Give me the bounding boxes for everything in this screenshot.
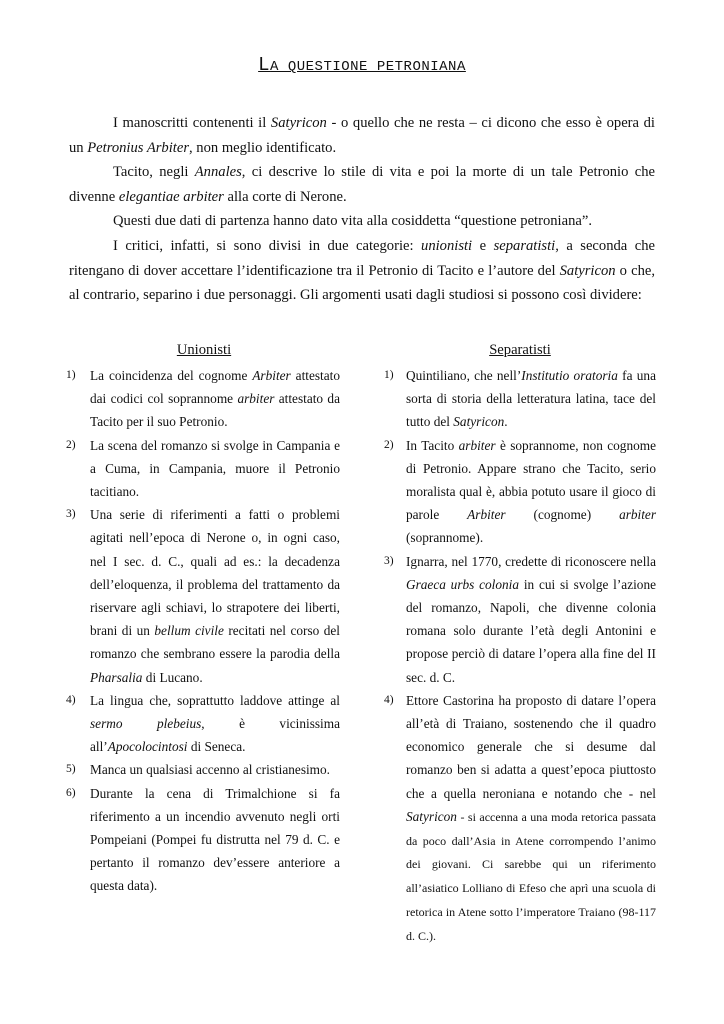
unionisti-heading: Unionisti <box>176 342 232 358</box>
title-rest: A QUESTIONE PETRONIANA <box>270 59 466 75</box>
intro-text <box>69 111 655 308</box>
list-item: 3) Ignarra, nel 1770, credette di riconoscere nella Graeca urbs colonia in cui si svolge l’azione del romanzo, Napoli, che divenne colonia romana solo durante l’età degli Antonini e propose perciò di datare l’opera alla fine del II sec. d. C. <box>384 553 656 685</box>
intro-paragraph-4: I critici, infatti, si sono divisi in due categorie: unionisti e separatisti, a seconda che ritengano di dover accettare l’identificazione tra il Petronio di Tacito e l’autore del Satyricon o che, al contrario, separino i due personaggi. Gli argomenti usati dagli studiosi si possono così dividere: <box>69 237 655 304</box>
list-item: 5) Manca un qualsiasi accenno al cristianesimo. <box>66 762 330 778</box>
separatisti-list <box>384 364 656 948</box>
list-item: 6) Durante la cena di Trimalchione si fa riferimento a un incendio avvenuto negli orti Pompeiani (Pompei fu distrutta nel 79 d. C. e pertanto il romanzo dev’essere anteriore a questa data). <box>66 785 340 894</box>
separatisti-heading: Separatisti <box>489 342 551 358</box>
intro-paragraph-1: I manoscritti contenenti il Satyricon - o quello che ne resta – ci dicono che esso è opera di un Petronius Arbiter, non meglio identificato. <box>69 115 655 156</box>
list-item: 1) Quintiliano, che nell’Institutio oratoria fa una sorta di storia della letteratura latina, tace del tutto del Satyricon. <box>384 368 656 430</box>
separatisti-column <box>384 338 656 948</box>
list-item: 4) Ettore Castorina ha proposto di datare l’opera all’età di Traiano, sostenendo che il quadro economico generale che si desume dal romanzo ben si adatta a quest’epoca piuttosto che a quella neroniana e notando che - nel Satyricon - si accenna a una moda retorica passata da poco dall’Asia in Atene corrompendo l’animo dei giovani. Ci sarebbe qui un riferimento all’asiatico Lolliano di Efeso che aprì una scuola di retorica in Atene sotto l’imperatore Traiano (98-117 d. C.). <box>384 692 656 943</box>
unionisti-list <box>68 364 340 898</box>
list-item: 1) La coincidenza del cognome Arbiter attestato dai codici col soprannome arbiter attestato da Tacito per il suo Petronio. <box>66 368 340 430</box>
title-initial: L <box>258 54 271 76</box>
intro-paragraph-2: Tacito, negli Annales, ci descrive lo stile di vita e poi la morte di un tale Petronio che divenne elegantiae arbiter alla corte di Nerone. <box>69 164 655 205</box>
page-title <box>0 54 724 76</box>
list-item: 2) In Tacito arbiter è soprannome, non cognome di Petronio. Appare strano che Tacito, serio moralista qual è, abbia potuto usare il gioco di parole Arbiter (cognome) arbiter (soprannome). <box>384 437 656 546</box>
intro-paragraph-3: Questi due dati di partenza hanno dato vita alla cosiddetta “questione petroniana”. <box>113 213 592 230</box>
list-item: 3) Una serie di riferimenti a fatti o problemi agitati nell’epoca di Nerone o, in ogni caso, nel I sec. d. C., quali ad es.: la decadenza dell’eloquenza, il problema del trattamento da riservare agli schiavi, lo strapotere dei liberti, brani di un bellum civile recitati nel corso del romanzo che sembrano essere la parodia della Pharsalia di Lucano. <box>66 507 340 685</box>
list-item: 2) La scena del romanzo si svolge in Campania e a Cuma, in Campania, muore il Petronio tacitiano. <box>66 437 340 500</box>
unionisti-column <box>68 338 340 898</box>
list-item: 4) La lingua che, soprattutto laddove attinge al sermo plebeius, è vicinissima all’Apocolocintosi di Seneca. <box>66 692 340 755</box>
